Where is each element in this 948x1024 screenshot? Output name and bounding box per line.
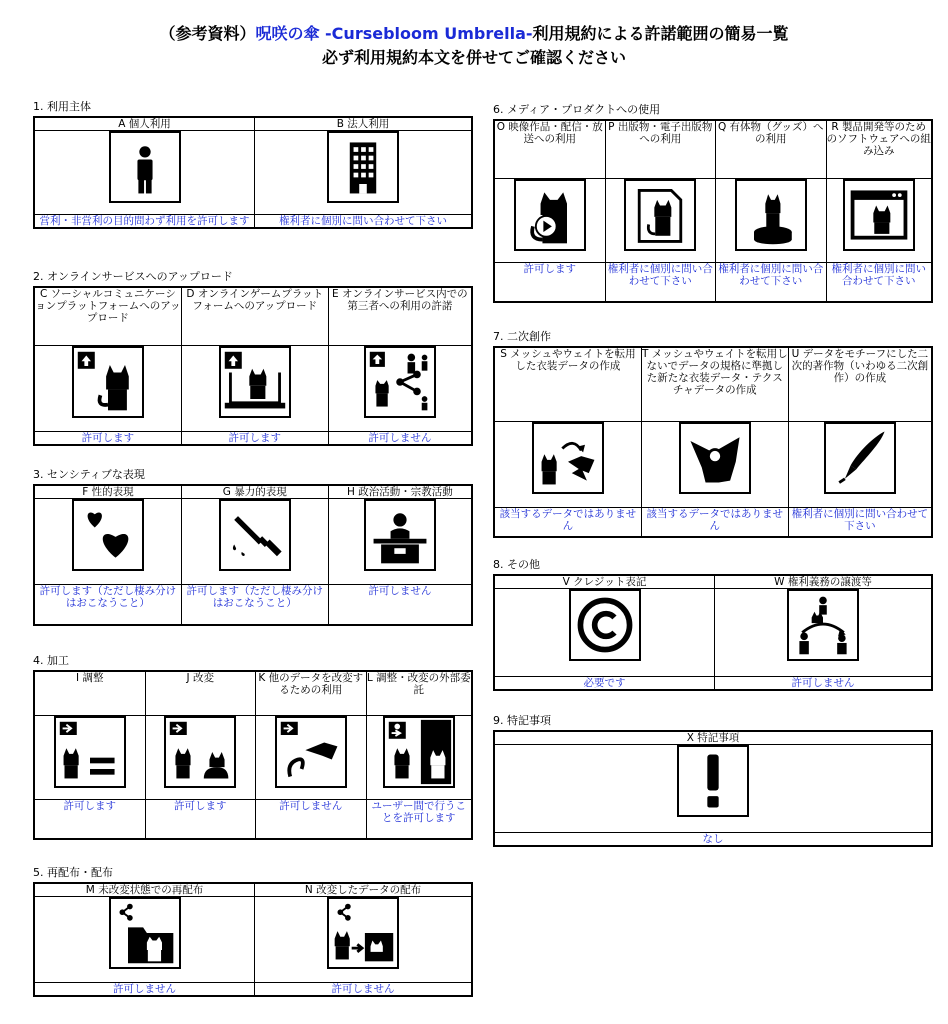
section-title: 1. 利用主体 xyxy=(33,100,91,113)
status-personal: 営利・非営利の目的問わず利用を許可します xyxy=(34,215,255,229)
header-social: C ソーシャルコミュニケーションプラットフォームへのアップロード xyxy=(34,287,181,345)
figure-icon xyxy=(735,179,807,251)
header-software: R 製品開発等のためのソフトウェアへの組み込み xyxy=(826,120,932,178)
section-title: 8. その他 xyxy=(493,558,540,571)
page-title xyxy=(0,22,948,70)
podium-icon xyxy=(364,499,436,571)
header-political: H 政治活動・宗教活動 xyxy=(328,485,472,499)
copyright-icon xyxy=(569,589,641,661)
status-modified: 許可しません xyxy=(255,983,473,997)
section-other xyxy=(493,558,933,691)
status-political: 許可しません xyxy=(328,585,472,625)
status-modify: 許可します xyxy=(145,799,256,839)
pen-icon xyxy=(824,422,896,494)
section-usage-subject xyxy=(33,100,473,229)
header-fan-work: U データをモチーフにした二次的著作物（いわゆる二次創作）の作成 xyxy=(788,347,932,421)
bow-icon xyxy=(679,422,751,494)
header-transfer: W 権利義務の譲渡等 xyxy=(715,575,933,589)
status-software: 権利者に個別に問い合わせて下さい xyxy=(826,262,932,302)
section-media xyxy=(493,103,933,303)
section-processing xyxy=(33,654,473,840)
header-unmodified: M 未改変状態での再配布 xyxy=(34,883,255,897)
header-publication: P 出版物・電子出版物への利用 xyxy=(605,120,716,178)
upload-monitor-icon xyxy=(219,346,291,418)
processing-table xyxy=(33,670,473,840)
status-transfer: 許可しません xyxy=(715,677,933,691)
person-icon xyxy=(109,131,181,203)
status-game: 許可します xyxy=(181,431,328,445)
modified-share-icon xyxy=(327,897,399,969)
special-notes-table xyxy=(493,730,933,847)
status-third-party: 許可しません xyxy=(328,431,472,445)
redistribution-table xyxy=(33,882,473,997)
folder-share-icon xyxy=(109,897,181,969)
status-outsource: ユーザー間で行うことを許可します xyxy=(366,799,472,839)
header-mesh-transfer: S メッシュやウェイトを転用した衣装データの作成 xyxy=(494,347,641,421)
header-new-outfit: T メッシュやウェイトを転用しないでデータの規格に準拠した新たな衣装データ・テクスチャデータの作成 xyxy=(641,347,788,421)
upload-cat-icon xyxy=(72,346,144,418)
header-third-party: E オンラインサービス内での第三者への利用の許諾 xyxy=(328,287,472,345)
header-modified: N 改変したデータの配布 xyxy=(255,883,473,897)
document-icon xyxy=(624,179,696,251)
header-violent: G 暴力的表現 xyxy=(181,485,328,499)
section-sensitive xyxy=(33,468,473,626)
header-credit: V クレジット表記 xyxy=(494,575,715,589)
header-modify: J 改変 xyxy=(145,671,256,715)
section-title: 3. センシティブな表現 xyxy=(33,468,145,481)
status-video: 許可します xyxy=(494,262,605,302)
transfer-icon xyxy=(787,589,859,661)
exclamation-icon xyxy=(677,745,749,817)
header-corporate: B 法人利用 xyxy=(255,117,473,131)
header-goods: Q 有体物（グッズ）への利用 xyxy=(716,120,827,178)
status-credit: 必要です xyxy=(494,677,715,691)
section-title: 7. 二次創作 xyxy=(493,330,551,343)
status-new-outfit: 該当するデータではありません xyxy=(641,507,788,537)
section-derivative xyxy=(493,330,933,538)
online-upload-table xyxy=(33,286,473,446)
status-violent: 許可します（ただし棲み分けはおこなうこと） xyxy=(181,585,328,625)
title-prefix: （参考資料） xyxy=(159,24,256,43)
status-goods: 権利者に個別に問い合わせて下さい xyxy=(716,262,827,302)
modify-icon xyxy=(164,716,236,788)
sensitive-table xyxy=(33,484,473,626)
header-outsource: L 調整・改変の外部委託 xyxy=(366,671,472,715)
ribbon-icon xyxy=(275,716,347,788)
section-title: 6. メディア・プロダクトへの使用 xyxy=(493,103,661,116)
title-suffix: 利用規約による許諾範囲の簡易一覧 xyxy=(532,24,789,43)
status-unmodified: 許可しません xyxy=(34,983,255,997)
status-corporate: 権利者に個別に問い合わせて下さい xyxy=(255,215,473,229)
status-social: 許可します xyxy=(34,431,181,445)
section-special-notes xyxy=(493,714,933,847)
status-other-data: 許可しません xyxy=(256,799,367,839)
section-online-upload xyxy=(33,270,473,446)
section-title: 5. 再配布・配布 xyxy=(33,866,113,879)
mesh-transfer-icon xyxy=(532,422,604,494)
section-title: 4. 加工 xyxy=(33,654,69,667)
header-game: D オンラインゲームプラットフォームへのアップロード xyxy=(181,287,328,345)
header-special-notes: X 特記事項 xyxy=(494,731,932,745)
status-adjust: 許可します xyxy=(34,799,145,839)
outsource-icon xyxy=(383,716,455,788)
title-notice: 必ず利用規約本文を併せてご確認ください xyxy=(321,48,626,67)
header-other-data: K 他のデータを改変するための利用 xyxy=(256,671,367,715)
section-title: 9. 特記事項 xyxy=(493,714,551,727)
header-sexual: F 性的表現 xyxy=(34,485,181,499)
header-video: O 映像作品・配信・放送への利用 xyxy=(494,120,605,178)
hearts-icon xyxy=(72,499,144,571)
section-title: 2. オンラインサービスへのアップロード xyxy=(33,270,233,283)
derivative-table xyxy=(493,346,933,538)
media-table xyxy=(493,119,933,303)
status-mesh-transfer: 該当するデータではありません xyxy=(494,507,641,537)
status-fan-work: 権利者に個別に問い合わせて下さい xyxy=(788,507,932,537)
software-icon xyxy=(843,179,915,251)
other-table xyxy=(493,574,933,691)
usage-subject-table xyxy=(33,116,473,229)
video-icon xyxy=(514,179,586,251)
product-name: 呪咲の傘 -Cursebloom Umbrella- xyxy=(255,24,533,43)
header-personal: A 個人利用 xyxy=(34,117,255,131)
share-users-icon xyxy=(364,346,436,418)
adjust-icon xyxy=(54,716,126,788)
header-adjust: I 調整 xyxy=(34,671,145,715)
section-redistribution xyxy=(33,866,473,997)
status-publication: 権利者に個別に問い合わせて下さい xyxy=(605,262,716,302)
building-icon xyxy=(327,131,399,203)
status-sexual: 許可します（ただし棲み分けはおこなうこと） xyxy=(34,585,181,625)
status-special-notes: なし xyxy=(494,833,932,847)
knife-icon xyxy=(219,499,291,571)
